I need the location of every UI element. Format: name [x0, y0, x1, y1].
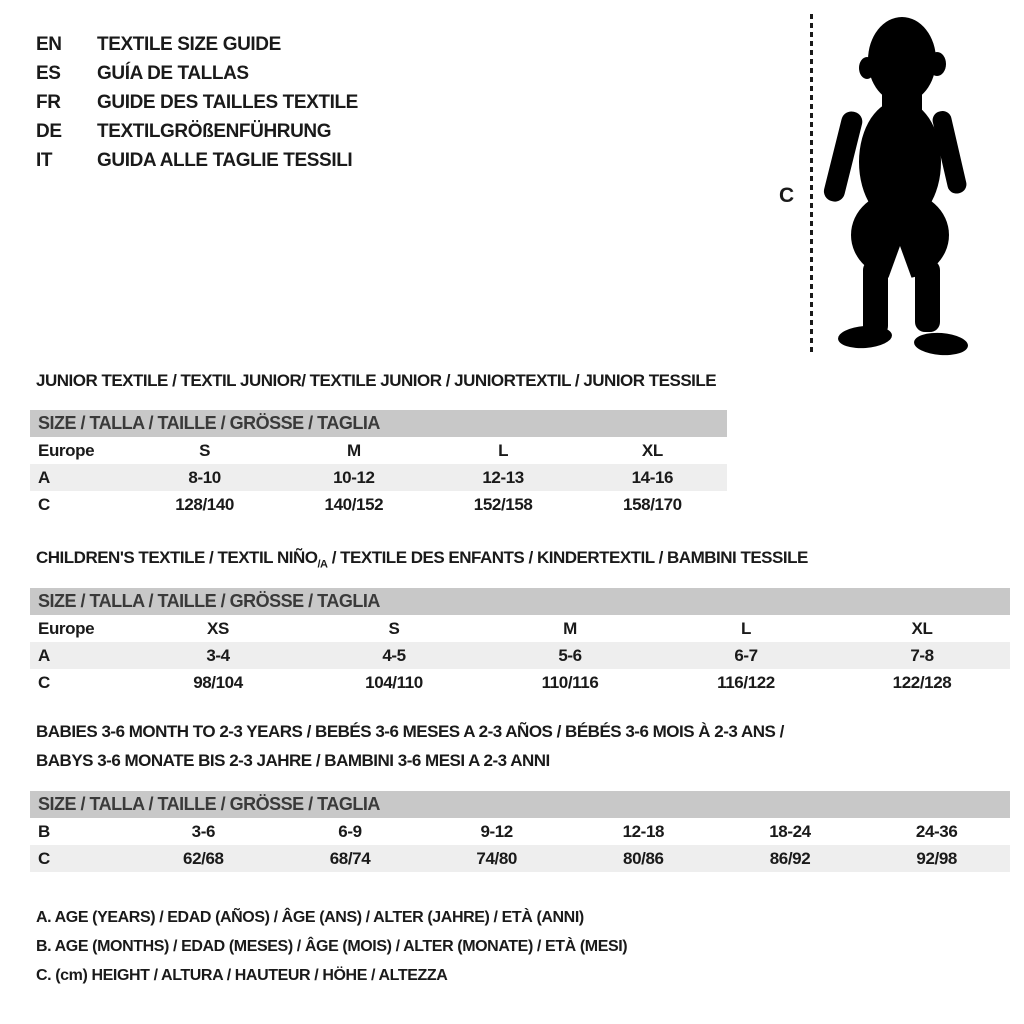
- table-row: [30, 491, 727, 518]
- cell: 158/170: [623, 494, 682, 514]
- babies-table-header-bar: SIZE / TALLA / TAILLE / GRÖSSE / TAGLIA: [30, 791, 1010, 818]
- cell: 110/116: [541, 672, 599, 692]
- cell: XL: [911, 618, 933, 638]
- children-title-sub: /A: [317, 558, 328, 571]
- lang-title-fr: GUIDE DES TAILLES TEXTILE: [97, 91, 358, 113]
- note-b: B. AGE (MONTHS) / EDAD (MESES) / ÂGE (MOIS) / ALTER (MONATE) / ETÀ (MESI): [36, 938, 628, 955]
- cell: M: [346, 440, 361, 460]
- children-table-header-bar: SIZE / TALLA / TAILLE / GRÖSSE / TAGLIA: [30, 588, 1010, 615]
- lang-title-es: GUÍA DE TALLAS: [97, 62, 249, 84]
- cell: 116/122: [717, 672, 775, 692]
- lang-row-en: [36, 30, 358, 59]
- cell: L: [498, 440, 509, 460]
- cell: 128/140: [175, 494, 234, 514]
- cell: 3-6: [191, 821, 216, 841]
- cell: 24-36: [915, 821, 958, 841]
- cell: 14-16: [631, 467, 674, 487]
- legend-notes: [36, 903, 627, 990]
- row-label: A: [38, 467, 50, 487]
- cell: 152/158: [473, 494, 533, 514]
- lang-code-fr: FR: [36, 91, 61, 113]
- junior-table-header-bar: SIZE / TALLA / TAILLE / GRÖSSE / TAGLIA: [30, 410, 727, 437]
- cell: 68/74: [329, 848, 371, 868]
- lang-row-fr: [36, 88, 358, 117]
- cell: 8-10: [188, 467, 221, 487]
- cell: L: [741, 618, 751, 638]
- table-row: [30, 818, 1010, 845]
- junior-size-table: [30, 410, 727, 518]
- lang-code-de: DE: [36, 120, 62, 142]
- children-section-title: [36, 548, 808, 570]
- lang-row-it: [36, 146, 358, 175]
- cell: 9-12: [480, 821, 513, 841]
- cell: S: [388, 618, 400, 638]
- cell: S: [199, 440, 211, 460]
- cell: M: [563, 618, 577, 638]
- lang-row-de: [36, 117, 358, 146]
- lang-code-es: ES: [36, 62, 61, 84]
- junior-section-title: JUNIOR TEXTILE / TEXTIL JUNIOR/ TEXTILE JUNIOR / JUNIORTEXTIL / JUNIOR TESSILE: [36, 371, 717, 390]
- note-c: C. (cm) HEIGHT / ALTURA / HAUTEUR / HÖHE / ALTEZZA: [36, 967, 448, 984]
- table-row: [30, 437, 727, 464]
- cell: 86/92: [769, 848, 811, 868]
- cell: 122/128: [892, 672, 952, 692]
- table-row: [30, 669, 1010, 696]
- children-title-suffix: / TEXTILE DES ENFANTS / KINDERTEXTIL / BAMBINI TESSILE: [327, 548, 808, 567]
- cell: 6-9: [338, 821, 362, 841]
- lang-row-es: [36, 59, 358, 88]
- cell: 18-24: [769, 821, 811, 841]
- table-row: [30, 464, 727, 491]
- table-row: [30, 642, 1010, 669]
- cell: 80/86: [623, 848, 664, 868]
- row-label: Europe: [38, 618, 95, 638]
- lang-title-de: TEXTILGRÖßENFÜHRUNG: [97, 120, 332, 142]
- table-row: [30, 615, 1010, 642]
- cell: 62/68: [183, 848, 224, 868]
- lang-code-en: EN: [36, 33, 62, 55]
- note-a: A. AGE (YEARS) / EDAD (AÑOS) / ÂGE (ANS) / ALTER (JAHRE) / ETÀ (ANNI): [36, 909, 584, 926]
- row-label: A: [38, 645, 50, 665]
- cell: 10-12: [333, 467, 375, 487]
- table-row: [30, 845, 1010, 872]
- cell: 98/104: [193, 672, 243, 692]
- cell: 7-8: [910, 645, 934, 665]
- lang-code-it: IT: [36, 149, 53, 171]
- cell: 92/98: [916, 848, 957, 868]
- cell: 140/152: [324, 494, 384, 514]
- babies-size-table: [30, 791, 1010, 872]
- row-label: Europe: [38, 440, 95, 460]
- height-measure-dashed-line: [810, 14, 813, 356]
- row-label: C: [38, 848, 50, 868]
- cell: 12-13: [482, 467, 524, 487]
- lang-title-en: TEXTILE SIZE GUIDE: [97, 33, 281, 55]
- cell: 104/110: [365, 672, 423, 692]
- cell: 4-5: [382, 645, 406, 665]
- babies-section-title-line1: BABIES 3-6 MONTH TO 2-3 YEARS / BEBÉS 3-6 MESES A 2-3 AÑOS / BÉBÉS 3-6 MOIS À 2-3 ANS /: [36, 722, 784, 741]
- height-measure-label: C: [779, 184, 794, 207]
- cell: 12-18: [622, 821, 665, 841]
- lang-title-it: GUIDA ALLE TAGLIE TESSILI: [97, 149, 353, 171]
- cell: 6-7: [734, 645, 758, 665]
- children-size-table: [30, 588, 1010, 696]
- children-title-prefix: CHILDREN'S TEXTILE / TEXTIL NIÑO: [36, 548, 318, 567]
- cell: 74/80: [476, 848, 517, 868]
- babies-section-title-line2: BABYS 3-6 MONATE BIS 2-3 JAHRE / BAMBINI 3-6 MESI A 2-3 ANNI: [36, 751, 550, 770]
- language-title-list: [36, 30, 358, 175]
- row-label: C: [38, 672, 50, 692]
- row-label: B: [38, 821, 50, 841]
- baby-silhouette-icon: [822, 10, 972, 360]
- cell: 3-4: [206, 645, 230, 665]
- row-label: C: [38, 494, 50, 514]
- cell: 5-6: [558, 645, 582, 665]
- cell: XL: [641, 440, 663, 460]
- cell: XS: [207, 618, 229, 638]
